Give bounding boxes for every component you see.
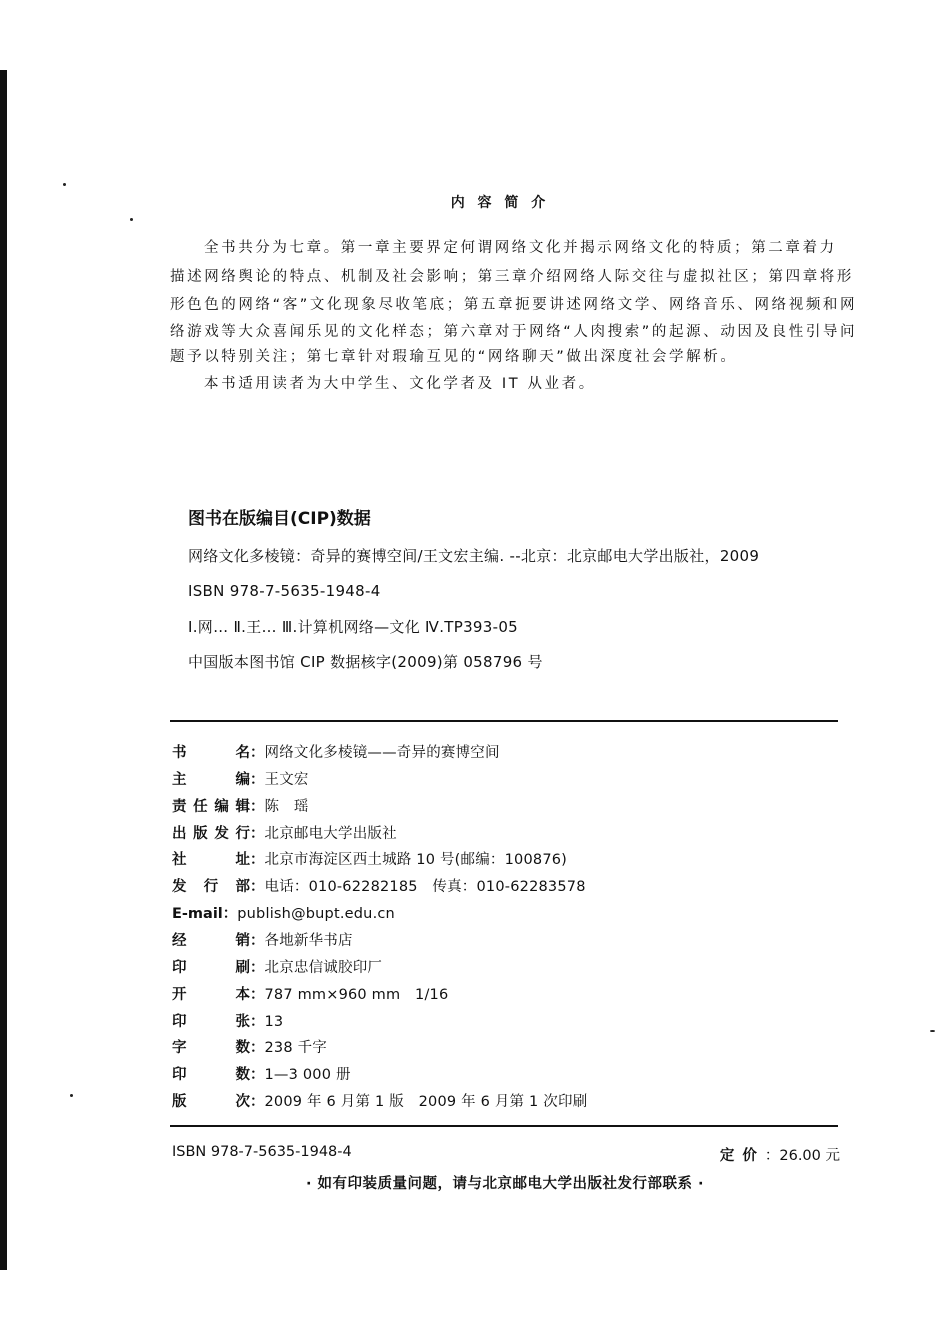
cip-line: ISBN 978-7-5635-1948-4 xyxy=(188,582,381,600)
scan-speck xyxy=(63,183,66,186)
summary-heading: 内 容 简 介 xyxy=(450,195,550,211)
summary-line: 络游戏等大众喜闻乐见的文化样态；第六章对于网络“人肉搜索”的起源、动因及良性引导问 xyxy=(170,324,858,340)
info-row: 责任编辑：陈 瑶 xyxy=(172,799,309,815)
summary-line: 全书共分为七章。第一章主要界定何谓网络文化并揭示网络文化的特质；第二章着力 xyxy=(204,240,837,256)
info-row: 字数：238 千字 xyxy=(172,1040,327,1056)
price-label: 定价 xyxy=(719,1148,765,1164)
cip-title: 图书在版编目(CIP)数据 xyxy=(188,509,371,529)
scan-speck xyxy=(70,1094,73,1097)
section-divider xyxy=(170,720,838,722)
summary-line: 本书适用读者为大中学生、文化学者及 IT 从业者。 xyxy=(204,376,596,392)
scan-edge-shadow xyxy=(0,70,7,1270)
scan-speck xyxy=(930,1030,935,1032)
info-row: 印张：13 xyxy=(172,1014,284,1030)
cip-line: 中国版本图书馆 CIP 数据核字(2009)第 058796 号 xyxy=(188,653,543,671)
info-row: 出版发行：北京邮电大学出版社 xyxy=(172,826,397,842)
info-row: 经销：各地新华书店 xyxy=(172,933,353,949)
price: 定价：26.00 元 xyxy=(719,1148,840,1164)
summary-line: 形色色的网络“客”文化现象尽收笔底；第五章扼要讲述网络文学、网络音乐、网络视频和网 xyxy=(170,297,858,313)
scan-speck xyxy=(130,218,133,221)
info-row: 书名：网络文化多棱镜——奇异的赛博空间 xyxy=(172,745,500,761)
footer-isbn: ISBN 978-7-5635-1948-4 xyxy=(172,1144,352,1160)
info-row: 主编：王文宏 xyxy=(172,772,309,788)
info-row: 社址：北京市海淀区西土城路 10 号(邮编：100876) xyxy=(172,852,568,868)
info-row: 印刷：北京忠信诚胶印厂 xyxy=(172,960,383,976)
info-row: 发行部：电话：010-62282185 传真：010-62283578 xyxy=(172,879,586,895)
info-row: 印数：1—3 000 册 xyxy=(172,1067,351,1083)
section-divider xyxy=(170,1125,838,1127)
info-row: E-mail：publish@bupt.edu.cn xyxy=(172,906,395,922)
info-row: 版次：2009 年 6 月第 1 版 2009 年 6 月第 1 次印刷 xyxy=(172,1094,588,1110)
summary-line: 描述网络舆论的特点、机制及社会影响；第三章介绍网络人际交往与虚拟社区；第四章将形 xyxy=(170,269,854,285)
summary-line: 题予以特别关注；第七章针对瑕瑜互见的“网络聊天”做出深度社会学解析。 xyxy=(170,349,738,365)
quality-notice: · 如有印装质量问题，请与北京邮电大学出版社发行部联系 · xyxy=(305,1176,705,1192)
price-value: 26.00 元 xyxy=(779,1148,840,1164)
cip-line: 网络文化多棱镜：奇异的赛博空间/王文宏主编. --北京：北京邮电大学出版社，2009 xyxy=(188,547,760,565)
info-row: 开本：787 mm×960 mm 1/16 xyxy=(172,987,449,1003)
cip-line: Ⅰ.网… Ⅱ.王… Ⅲ.计算机网络—文化 Ⅳ.TP393-05 xyxy=(188,618,519,636)
